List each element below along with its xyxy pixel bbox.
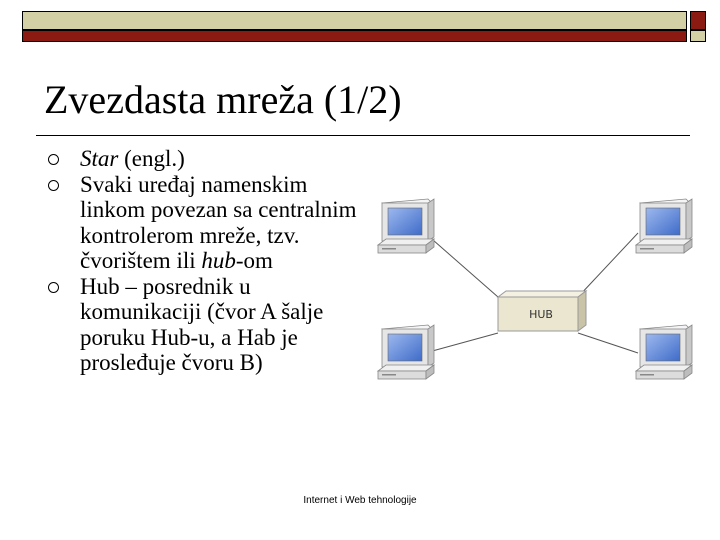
bullet-text-run: Svaki uređaj namenskim linkom povezan sa centralnim kontrolerom mreže, tzv. čvorištem ili — [80, 171, 357, 273]
bullet-text-run: hub — [201, 248, 236, 273]
bullet-text — [80, 274, 323, 376]
red-band — [22, 30, 687, 42]
hub-label: HUB — [529, 308, 553, 321]
link-line — [425, 333, 498, 353]
link-line — [578, 233, 638, 297]
computer-bottom-left-icon — [378, 325, 434, 379]
top-decorative-bar — [0, 0, 720, 45]
corner-square-top — [690, 11, 706, 30]
slide-title: Zvezdasta mreža (1/2) — [44, 77, 402, 122]
corner-square-bottom — [690, 30, 706, 42]
hub-device — [498, 291, 586, 331]
title-underline — [36, 135, 690, 136]
bullet-item — [44, 146, 374, 172]
computer-bottom-right-icon — [636, 325, 692, 379]
bullet-item — [44, 172, 374, 274]
bullet-text-run: -om — [235, 248, 273, 273]
bullet-circle-icon — [48, 282, 59, 293]
bullet-item — [44, 274, 374, 376]
slide-footer — [0, 495, 720, 506]
bullet-text-run: (engl.) — [118, 146, 185, 171]
bullet-text-run: Hub – posrednik u komunikaciji (čvor A šalje poruku Hub-u, a Hab je prosleđuje čvoru B) — [80, 273, 324, 375]
olive-band — [22, 11, 687, 30]
bullet-circle-icon — [48, 154, 59, 165]
bullet-text — [80, 146, 185, 171]
link-line — [578, 333, 638, 353]
computer-top-right-icon — [636, 199, 692, 253]
bullet-text-run: Star — [80, 146, 119, 171]
star-network-diagram — [370, 185, 700, 395]
bullet-text — [80, 172, 357, 274]
computer-top-left-icon — [378, 199, 434, 253]
link-line — [425, 233, 498, 297]
bullet-list — [44, 146, 374, 376]
footer-text: Internet i Web tehnologije — [303, 495, 417, 506]
bullet-circle-icon — [48, 180, 59, 191]
